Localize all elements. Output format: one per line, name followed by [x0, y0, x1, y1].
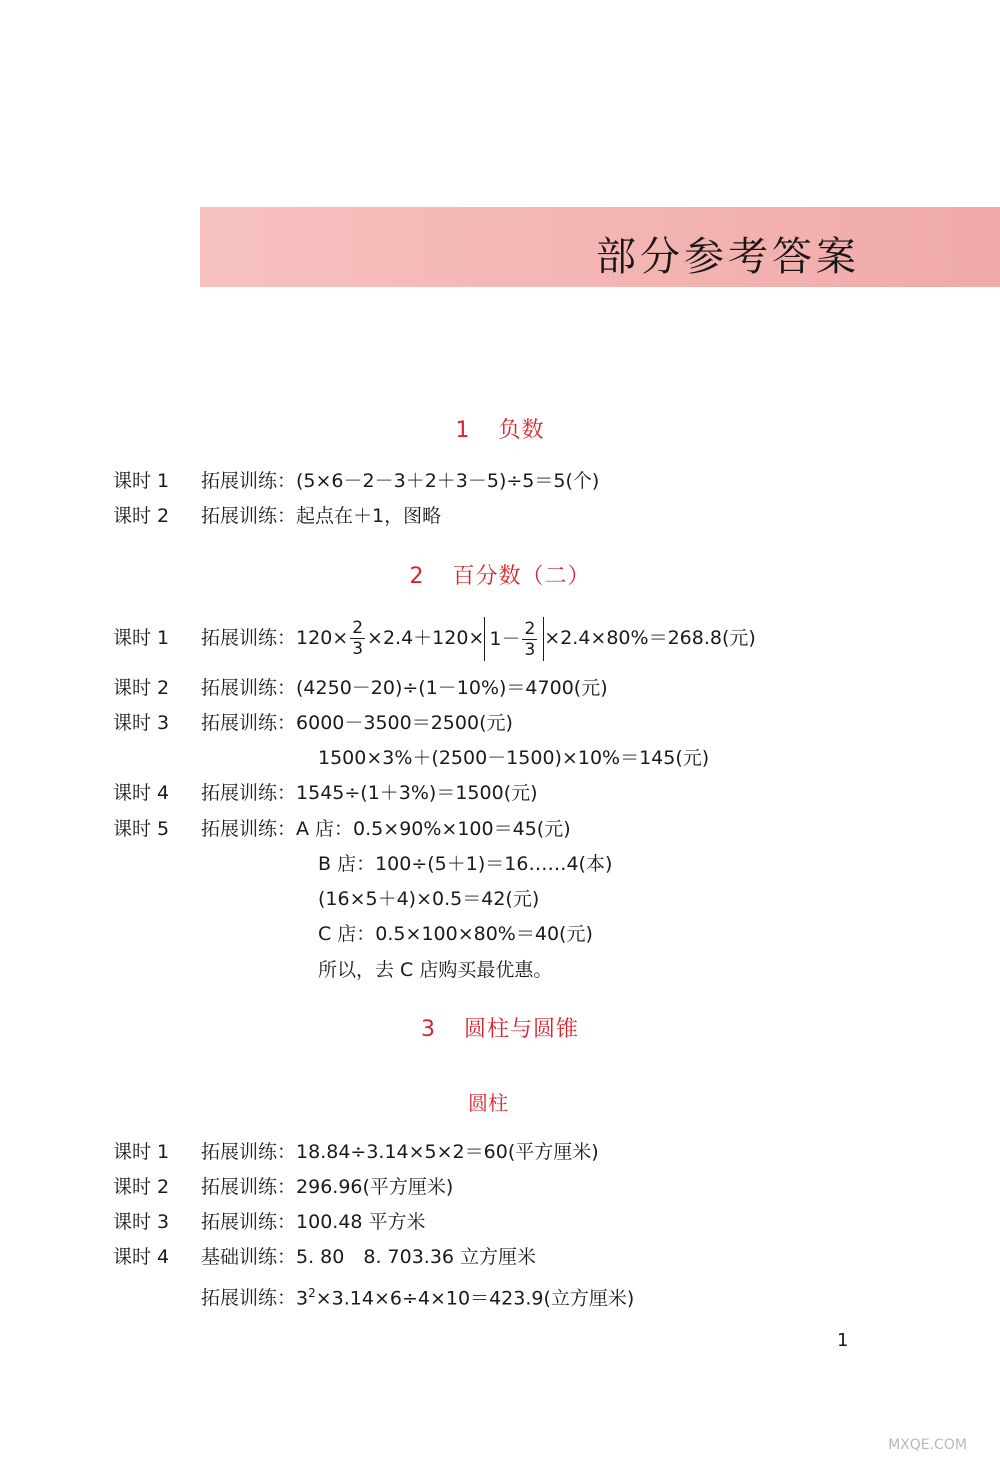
- answer-text: 6000－3500＝2500(元): [296, 712, 513, 734]
- answer-line: [318, 958, 552, 982]
- section-title: 百分数（二）: [452, 564, 591, 589]
- exercise-label: 拓展训练：: [201, 505, 297, 527]
- exercise-label: 拓展训练：: [201, 470, 297, 492]
- exercise-label: 拓展训练：: [201, 782, 297, 804]
- section-heading-3: [0, 1012, 1000, 1043]
- answer-text: (16×5＋4)×0.5＝42(元): [318, 888, 540, 910]
- answer-text: 起点在＋1，图略: [296, 505, 442, 527]
- answer-line: [113, 1175, 453, 1199]
- fraction: [522, 619, 537, 660]
- section-title: 圆柱与圆锥: [463, 1017, 579, 1042]
- page-title: 部分参考答案: [596, 234, 860, 280]
- answer-line: [113, 817, 571, 841]
- answer-line: [113, 676, 608, 700]
- answer-text: ×3.14×6÷4×10＝423.9(立方厘米): [315, 1287, 635, 1310]
- answer-line: [113, 1140, 599, 1164]
- answer-line: [113, 1210, 426, 1234]
- power-exponent: 2: [308, 1286, 316, 1300]
- answer-text: 1500×3%＋(2500－1500)×10%＝145(元): [318, 747, 710, 769]
- answer-line: [318, 887, 539, 911]
- section-heading-1: [0, 413, 1000, 444]
- section-heading-2: [0, 559, 1000, 590]
- lesson-label: 课时 5: [113, 818, 170, 840]
- answer-line: [201, 1281, 634, 1310]
- abs-bracket: [484, 617, 544, 661]
- answer-text: 296.96(平方厘米): [296, 1176, 454, 1198]
- exercise-label: 拓展训练：: [201, 1211, 297, 1233]
- denominator: 3: [524, 639, 536, 660]
- section-number: 2: [409, 564, 425, 589]
- numerator: 2: [524, 618, 536, 639]
- answer-text: C 店：0.5×100×80%＝40(元): [318, 923, 593, 945]
- lesson-label: 课时 2: [113, 505, 170, 527]
- answer-text: 100.48 平方米: [296, 1211, 426, 1233]
- expr-part: 1－: [489, 627, 521, 650]
- title-banner: [200, 207, 1000, 287]
- answer-text: A 店：0.5×90%×100＝45(元): [296, 818, 571, 840]
- answer-text: 1545÷(1＋3%)＝1500(元): [296, 782, 538, 804]
- lesson-label: 课时 1: [113, 470, 170, 492]
- exercise-label: 拓展训练：: [201, 1287, 297, 1310]
- answer-line-fraction: [113, 612, 756, 664]
- answer-line: [113, 1245, 536, 1269]
- answer-text: B 店：100÷(5＋1)＝16……4(本): [318, 853, 613, 875]
- answer-line: [113, 469, 599, 493]
- denominator: 3: [352, 639, 364, 659]
- exercise-label: 拓展训练：: [201, 818, 297, 840]
- answer-line: [318, 852, 612, 876]
- watermark-logo: MXQE.COM: [888, 1437, 967, 1453]
- answer-text: 5. 80 8. 703.36 立方厘米: [296, 1246, 537, 1268]
- fraction: [350, 618, 365, 659]
- answer-line: [113, 711, 513, 735]
- lesson-label: 课时 2: [113, 677, 170, 699]
- exercise-label: 拓展训练：: [201, 677, 297, 699]
- answer-line: [318, 746, 709, 770]
- answer-text: (5×6－2－3＋2＋3－5)÷5＝5(个): [296, 470, 600, 492]
- answer-line: [113, 781, 538, 805]
- lesson-label: 课时 1: [113, 627, 170, 649]
- answer-line: [318, 922, 593, 946]
- section-number: 1: [455, 418, 471, 443]
- section-number: 3: [420, 1017, 436, 1042]
- section-title: 负数: [498, 418, 545, 443]
- numerator: 2: [352, 618, 364, 638]
- lesson-label: 课时 4: [113, 1246, 170, 1268]
- power-base: 3: [296, 1287, 309, 1310]
- lesson-label: 课时 4: [113, 782, 170, 804]
- expr-part: 120×: [296, 627, 349, 649]
- exercise-label: 拓展训练：: [201, 1176, 297, 1198]
- answer-text: (4250－20)÷(1－10%)＝4700(元): [296, 677, 608, 699]
- exercise-label: 拓展训练：: [201, 627, 297, 649]
- answer-text: 18.84÷3.14×5×2＝60(平方厘米): [296, 1141, 599, 1163]
- expr-part: ×2.4×80%＝268.8(元): [544, 627, 756, 649]
- lesson-label: 课时 3: [113, 712, 170, 734]
- lesson-label: 课时 2: [113, 1176, 170, 1198]
- lesson-label: 课时 1: [113, 1141, 170, 1163]
- exercise-label: 基础训练：: [201, 1246, 297, 1268]
- expr-part: ×2.4＋120×: [367, 627, 485, 649]
- answer-line: [113, 504, 441, 528]
- exercise-label: 拓展训练：: [201, 712, 297, 734]
- exercise-label: 拓展训练：: [201, 1141, 297, 1163]
- page-number: 1: [837, 1330, 849, 1351]
- lesson-label: 课时 3: [113, 1211, 170, 1233]
- subsection-heading: 圆柱: [468, 1091, 508, 1115]
- answer-text: 所以，去 C 店购买最优惠。: [318, 959, 553, 981]
